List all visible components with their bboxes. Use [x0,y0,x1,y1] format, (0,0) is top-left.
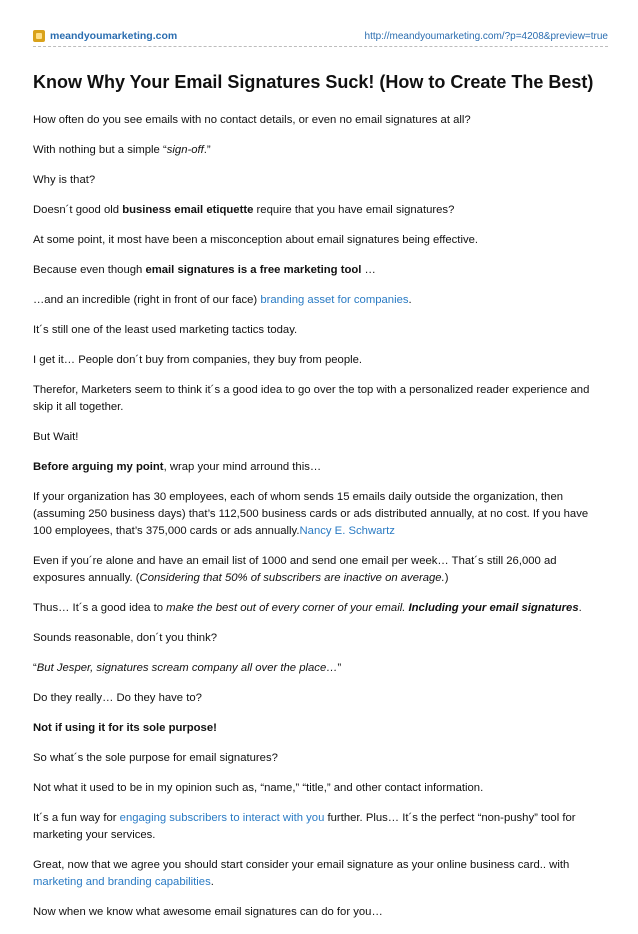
bold-text: Before arguing my point [33,461,164,473]
text-run: ” [337,662,342,674]
engaging-subscribers-link[interactable]: engaging subscribers to interact with you [119,812,325,824]
paragraph [33,660,608,677]
paragraph: How often do you see emails with no contact details, or even no email signatures at all? [33,114,471,126]
article-title: Know Why Your Email Signatures Suck! (How to Create The Best) [33,72,594,92]
paragraph: Why is that? [33,174,96,186]
text-run: … [361,264,376,276]
paragraph [33,489,608,540]
nancy-schwartz-link[interactable]: Nancy E. Schwartz [299,525,395,537]
paragraph [33,142,608,159]
text-run: .” [203,144,211,156]
text-run: Because even though [33,264,146,276]
paragraph: At some point, it most have been a misconception about email signatures being effective. [33,234,479,246]
bold-italic-run: Including your email signatures [408,602,579,614]
paragraph [33,553,608,587]
text-run: With nothing but a simple “ [33,144,167,156]
paragraph: I get it… People don´t buy from companies, they buy from people. [33,354,363,366]
paragraph [33,720,608,737]
text-run: If your organization has 30 employees, each of whom sends 15 emails daily outside the organization, then (assuming 250 business days) that’s 112,500 business cards or ads distributed annually, at no cost. If you have 100 employees, that’s 375,000 cards or ads annually. [33,491,589,537]
branding-asset-link[interactable]: branding asset for companies [260,294,409,306]
text-run: Thus… It´s a good idea to [33,602,167,614]
text-run: ) [444,572,449,584]
page-header [33,30,608,44]
text-run: . [408,294,412,306]
site-name[interactable]: meandyoumarketing.com [50,30,178,42]
text-run: …and an incredible (right in front of our face) [33,294,261,306]
italic-text: But Jesper, signatures scream company all over the place… [36,662,338,674]
paragraph: Now when we know what awesome email signatures can do for you… [33,906,383,918]
text-run: Even if you´re alone and have an email list of 1000 and send one email per week… That´s still 26,000 ad exposures annually. ( [33,555,557,584]
italic-text: sign-off [166,144,204,156]
paragraph [33,857,608,891]
text-run: require that you have email signatures? [253,204,455,216]
text-run: Doesn´t good old [33,204,123,216]
paragraph [33,292,608,309]
article-content [33,70,608,934]
paragraph [33,262,608,279]
paragraph: Therefor, Marketers seem to think it´s a good idea to go over the top with a personalized reader experience and skip it all together. [33,384,590,413]
text-run: , wrap your mind arround this… [163,461,322,473]
text-run: further. Plus… It´s the perfect “non-pushy” tool for marketing your services. [33,812,576,841]
bold-italic-text [409,602,579,614]
paragraph [33,810,608,844]
text-run: . [210,876,214,888]
paragraph: Do they really… Do they have to? [33,692,202,704]
paragraph [33,202,608,219]
italic-text: make the best out of every corner of your email. [166,602,406,614]
text-run: It´s a fun way for [33,812,120,824]
bold-text: business email etiquette [122,204,254,216]
paragraph [33,600,608,617]
page-url[interactable]: http://meandyoumarketing.com/?p=4208&preview=true [364,31,608,42]
paragraph: So what´s the sole purpose for email signatures? [33,752,278,764]
text-run: “ [33,662,37,674]
marketing-branding-link[interactable]: marketing and branding capabilities [33,876,211,888]
bold-text: Not if using it for its sole purpose! [33,722,217,734]
paragraph: Not what it used to be in my opinion such as, “name,” “title,” and other contact information. [33,782,484,794]
paragraph [33,459,608,476]
header-divider [33,46,608,47]
text-run: . [578,602,582,614]
site-favicon-icon [33,30,45,42]
bold-text: email signatures is a free marketing tool [145,264,362,276]
paragraph: But Wait! [33,431,79,443]
text-run: Great, now that we agree you should start consider your email signature as your online business card.. with [33,859,570,871]
paragraph: It´s still one of the least used marketing tactics today. [33,324,298,336]
italic-text: Considering that 50% of subscribers are inactive on average. [139,572,445,584]
paragraph: Sounds reasonable, don´t you think? [33,632,218,644]
